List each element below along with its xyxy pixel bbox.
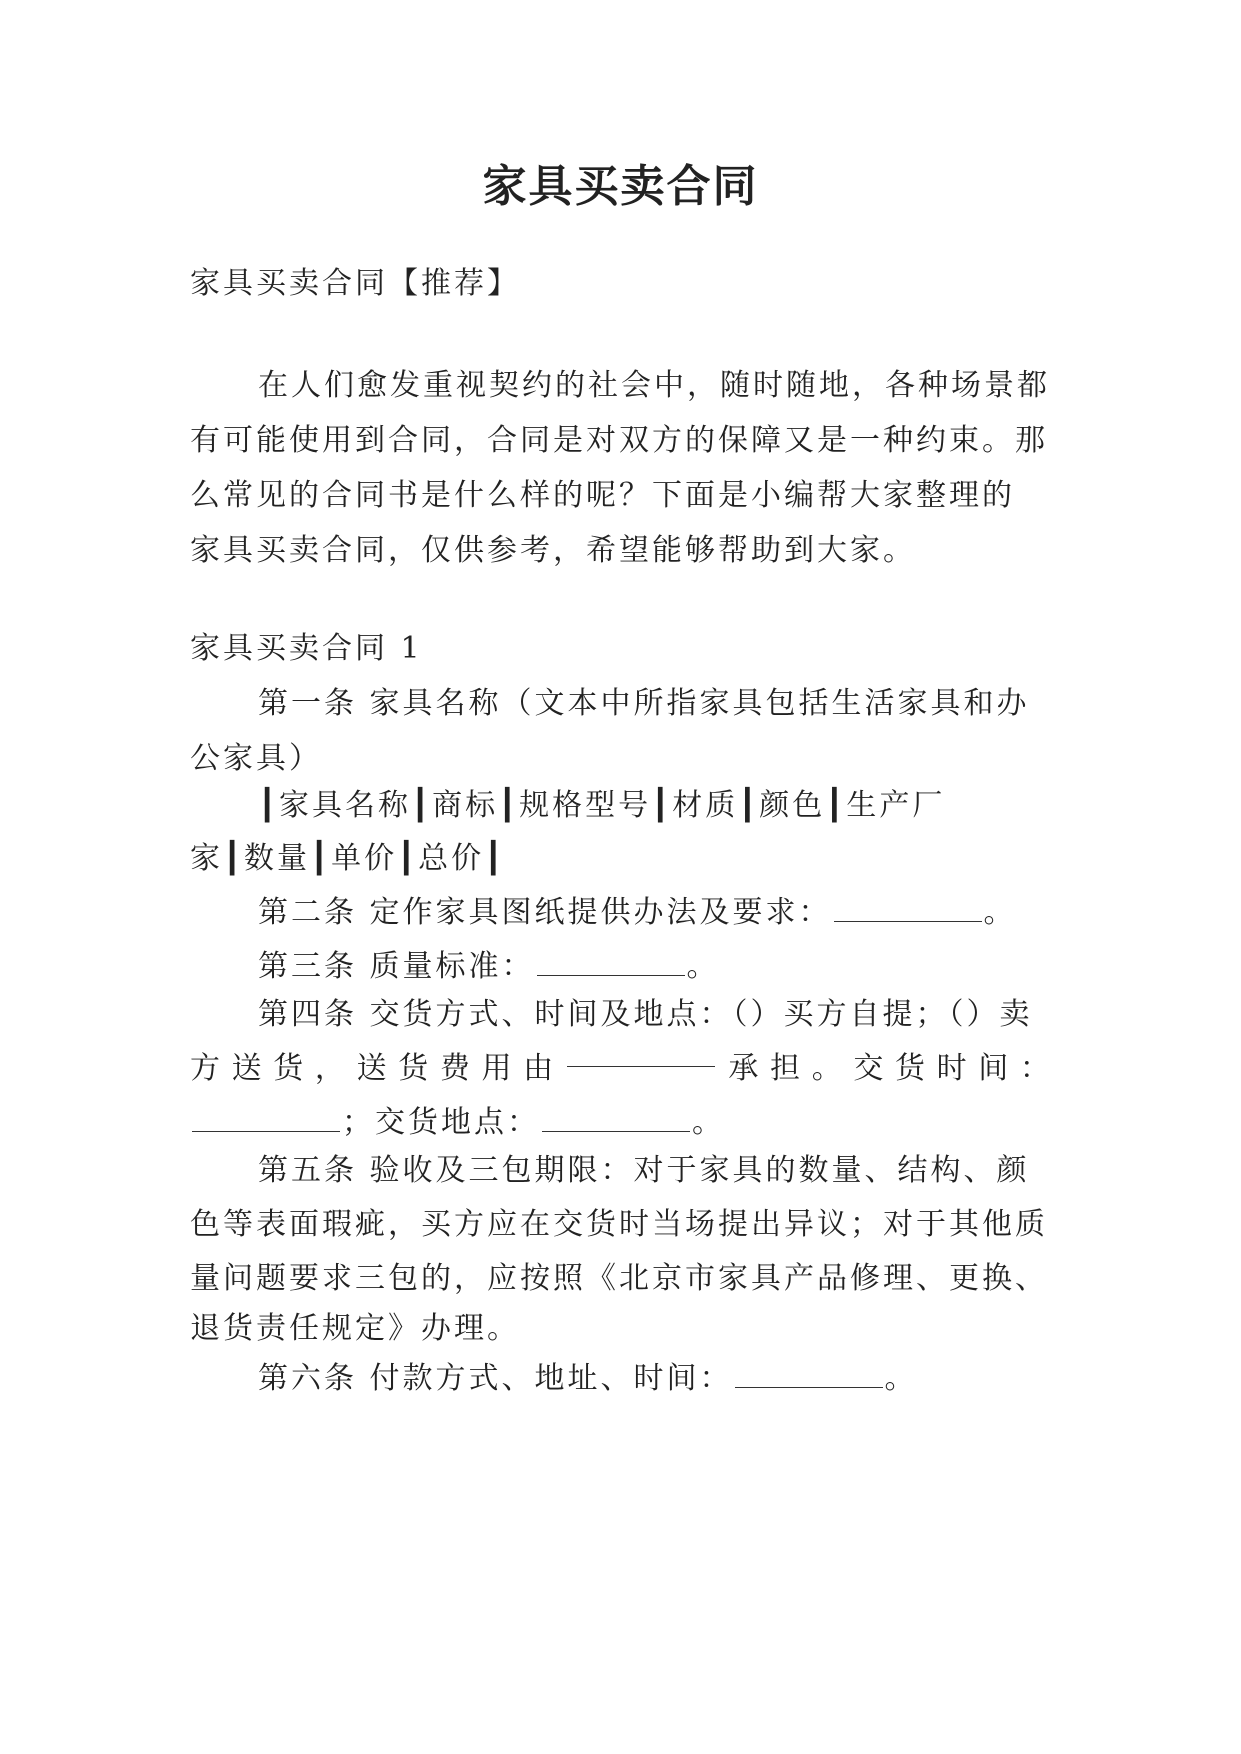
- article-5-line-3: 量问题要求三包的，应按照《北京市家具产品修理、更换、: [190, 1261, 1048, 1296]
- article-2: [258, 884, 1128, 942]
- a4-char: 货: [273, 1051, 304, 1086]
- article-2-text: 第二条 定作家具图纸提供办法及要求：: [258, 895, 832, 930]
- article-6-blank: [735, 1361, 883, 1388]
- a4-char: 时: [936, 1051, 967, 1086]
- article-5-line-4: 退货责任规定》办理。: [190, 1311, 520, 1346]
- a4-char: ：: [1019, 1051, 1050, 1086]
- a4-char: 担: [770, 1051, 801, 1086]
- a4-char: 送: [231, 1051, 262, 1086]
- article-4-line-1: 第四条 交货方式、时间及地点：（）买方自提；（）卖: [258, 997, 1033, 1032]
- article-3-blank: [537, 949, 685, 976]
- document-title: 家具买卖合同: [482, 161, 759, 212]
- intro-line-1: 在人们愈发重视契约的社会中，随时随地，各种场景都: [258, 368, 1050, 403]
- document-subtitle: 家具买卖合同【推荐】: [190, 266, 520, 301]
- a4-char: 交: [853, 1051, 884, 1086]
- article-1-line-2: 公家具）: [190, 741, 322, 776]
- article-4-line-3-mid: ；交货地点：: [342, 1105, 540, 1140]
- article-6-suffix: 。: [884, 1361, 918, 1396]
- article-1-line-1: 第一条 家具名称（文本中所指家具包括生活家具和办: [258, 686, 1030, 721]
- a4-char: 。: [811, 1051, 842, 1086]
- article-5-line-1: 第五条 验收及三包期限：对于家具的数量、结构、颜: [258, 1153, 1030, 1188]
- article-2-blank: [834, 895, 982, 922]
- a4-char: 用: [481, 1051, 512, 1086]
- table-header-line-1: ┃家具名称┃商标┃规格型号┃材质┃颜色┃生产厂: [258, 788, 946, 823]
- intro-line-4: 家具买卖合同，仅供参考，希望能够帮助到大家。: [190, 533, 916, 568]
- article-4-line-3-end: 。: [692, 1105, 725, 1140]
- a4-char: 货: [894, 1051, 925, 1086]
- a4-char: ，: [314, 1051, 345, 1086]
- a4-char: 费: [439, 1051, 470, 1086]
- article-6: [258, 1350, 1128, 1408]
- article-4-blank-1: [567, 1040, 715, 1067]
- intro-line-3: 么常见的合同书是什么样的呢？下面是小编帮大家整理的: [190, 478, 1015, 513]
- a4-char: 间: [978, 1051, 1009, 1086]
- article-2-suffix: 。: [983, 895, 1017, 930]
- a4-char: 方: [190, 1051, 220, 1086]
- a4-char: 承: [728, 1051, 759, 1086]
- article-4-blank-3: [542, 1105, 690, 1132]
- a4-char: 送: [356, 1051, 387, 1086]
- article-4-line-2: [190, 1040, 1050, 1098]
- section-heading: 家具买卖合同 1: [190, 631, 423, 666]
- table-header-line-2: 家┃数量┃单价┃总价┃: [190, 841, 506, 876]
- article-6-text: 第六条 付款方式、地址、时间：: [258, 1361, 733, 1396]
- article-3-suffix: 。: [686, 949, 720, 984]
- intro-line-2: 有可能使用到合同，合同是对双方的保障又是一种约束。那: [190, 423, 1048, 458]
- a4-char: 货: [398, 1051, 429, 1086]
- a4-char: 由: [523, 1051, 554, 1086]
- article-3-text: 第三条 质量标准：: [258, 949, 535, 984]
- article-4-blank-2: [192, 1105, 340, 1132]
- article-5-line-2: 色等表面瑕疵，买方应在交货时当场提出异议；对于其他质: [190, 1207, 1048, 1242]
